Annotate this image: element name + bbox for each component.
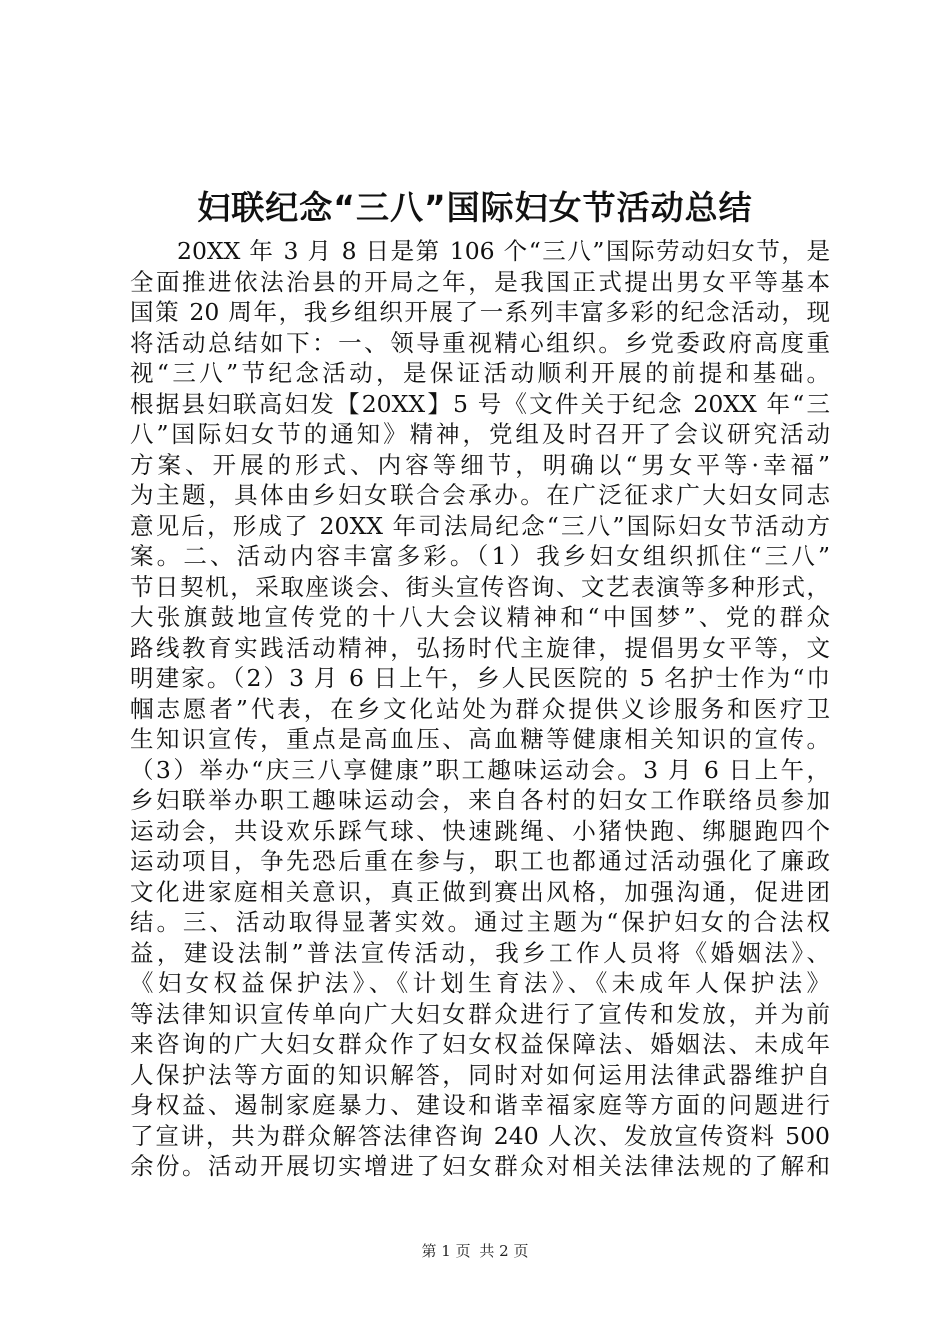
body-line: 余份。活动开展切实增进了妇女群众对相关法律法规的了解和 bbox=[130, 1152, 830, 1180]
body-line: 意见后，形成了 20XX 年司法局纪念“三八”国际妇女节活动方 bbox=[130, 511, 830, 540]
body-line: 将活动总结如下：一、领导重视精心组织。乡党委政府高度重 bbox=[130, 328, 830, 357]
page-number-total: 共 2 页 bbox=[479, 1242, 529, 1260]
body-line: 身权益、遏制家庭暴力、建设和谐幸福家庭等方面的问题进行 bbox=[130, 1091, 830, 1119]
body-line: 来咨询的广大妇女群众作了妇女权益保障法、婚姻法、未成年 bbox=[130, 1030, 830, 1058]
body-line: 案。二、活动内容丰富多彩。（1）我乡妇女组织抓住“三八” bbox=[130, 542, 830, 570]
body-line: 方案、开展的形式、内容等细节，明确以“男女平等·幸福” bbox=[130, 450, 830, 479]
body-line: 乡妇联举办职工趣味运动会，来自各村的妇女工作联络员参加 bbox=[130, 786, 830, 814]
body-line: 文化进家庭相关意识，真正做到赛出风格，加强沟通，促进团 bbox=[130, 877, 830, 906]
body-line: 全面推进依法治县的开局之年，是我国正式提出男女平等基本 bbox=[130, 267, 830, 296]
document-title: 妇联纪念“三八”国际妇女节活动总结 bbox=[197, 188, 753, 227]
body-line: 根据县妇联高妇发【20XX】5 号《文件关于纪念 20XX 年“三 bbox=[130, 389, 830, 418]
body-line: 等法律知识宣传单向广大妇女群众进行了宣传和发放，并为前 bbox=[130, 999, 830, 1028]
body-line: 大张旗鼓地宣传党的十八大会议精神和“中国梦”、党的群众 bbox=[130, 603, 830, 631]
body-line: 20XX 年 3 月 8 日是第 106 个“三八”国际劳动妇女节，是 bbox=[177, 237, 830, 265]
body-line: 节日契机，采取座谈会、街头宣传咨询、文艺表演等多种形式， bbox=[130, 572, 830, 601]
body-line: 帼志愿者”代表，在乡文化站处为群众提供义诊服务和医疗卫 bbox=[130, 694, 830, 723]
body-line: 明建家。（2）3 月 6 日上午，乡人民医院的 5 名护士作为“巾 bbox=[130, 664, 830, 692]
body-line: 为主题，具体由乡妇女联合会承办。在广泛征求广大妇女同志 bbox=[130, 481, 830, 509]
body-line: （3）举办“庆三八享健康”职工趣味运动会。3 月 6 日上午， bbox=[130, 755, 830, 784]
body-line: 视“三八”节纪念活动，是保证活动顺利开展的前提和基础。 bbox=[130, 359, 830, 387]
body-line: 了宣讲，共为群众解答法律咨询 240 人次、发放宣传资料 500 bbox=[130, 1121, 830, 1150]
page-footer bbox=[0, 1240, 950, 1262]
body-line: 运动会，共设欢乐踩气球、快速跳绳、小猪快跑、绑腿跑四个 bbox=[130, 816, 830, 845]
body-line: 《妇女权益保护法》、《计划生育法》、《未成年人保护法》 bbox=[130, 969, 830, 997]
body-line: 益，建设法制”普法宣传活动，我乡工作人员将《婚姻法》、 bbox=[130, 938, 830, 967]
page-number-current: 第 1 页 bbox=[421, 1242, 471, 1260]
body-line: 八”国际妇女节的通知》精神，党组及时召开了会议研究活动 bbox=[130, 420, 830, 448]
body-line: 生知识宣传，重点是高血压、高血糖等健康相关知识的宣传。 bbox=[130, 725, 830, 753]
body-line: 运动项目，争先恐后重在参与，职工也都通过活动强化了廉政 bbox=[130, 847, 830, 875]
body-line: 路线教育实践活动精神，弘扬时代主旋律，提倡男女平等，文 bbox=[130, 633, 830, 662]
document-body bbox=[130, 236, 830, 1182]
body-line: 国策 20 周年，我乡组织开展了一系列丰富多彩的纪念活动，现 bbox=[130, 298, 830, 326]
body-line: 结。三、活动取得显著实效。通过主题为“保护妇女的合法权 bbox=[130, 908, 830, 936]
body-line: 人保护法等方面的知识解答，同时对如何运用法律武器维护自 bbox=[130, 1060, 830, 1089]
